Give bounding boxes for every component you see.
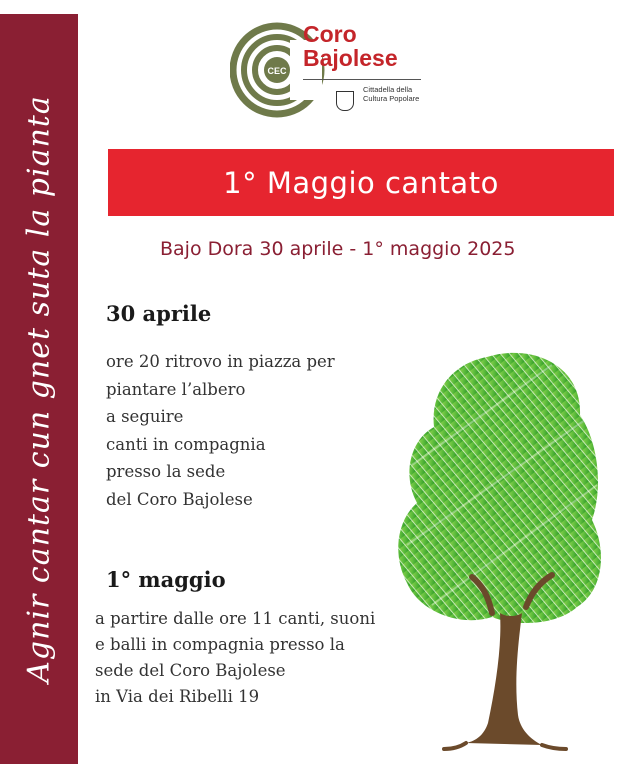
logo-sub-line1: Cittadella della [363, 85, 413, 94]
day1-line: canti in compagnia [106, 434, 266, 454]
day2-line: in Via dei Ribelli 19 [95, 687, 260, 706]
page-title: 1° Maggio cantato [223, 165, 499, 200]
logo-name-line1: Coro [303, 21, 357, 47]
day2-line: sede del Coro Bajolese [95, 661, 286, 680]
day1-line: piantare l’albero [106, 379, 246, 399]
day2-line: e balli in compagnia presso la [95, 635, 345, 654]
day1-line: ore 20 ritrovo in piazza per [106, 352, 335, 371]
day1-details [106, 348, 335, 513]
tree-illustration-icon [392, 345, 622, 755]
side-motto: Agnir cantar cun gnet suta la pianta [21, 95, 57, 683]
title-banner [108, 149, 614, 216]
logo-subtitle [363, 85, 443, 103]
day1-line: del Coro Bajolese [106, 489, 253, 509]
day1-line: a seguire [106, 407, 184, 426]
logo-sub-line2: Cultura Popolare [363, 94, 420, 103]
logo-name [303, 22, 398, 70]
event-subtitle: Bajo Dora 30 aprile - 1° maggio 2025 [160, 238, 516, 260]
day2-details [95, 606, 375, 710]
day2-line: a partire dalle ore 11 canti, suoni [95, 609, 376, 628]
day1-line: presso la sede [106, 462, 226, 481]
seal-icon [336, 91, 354, 111]
day1-heading: 30 aprile [106, 301, 212, 326]
day2-heading: 1° maggio [106, 567, 226, 592]
logo-divider [303, 79, 421, 80]
logo-mark-text: CEC [267, 66, 287, 76]
logo-name-line2: Bajolese [303, 45, 398, 71]
